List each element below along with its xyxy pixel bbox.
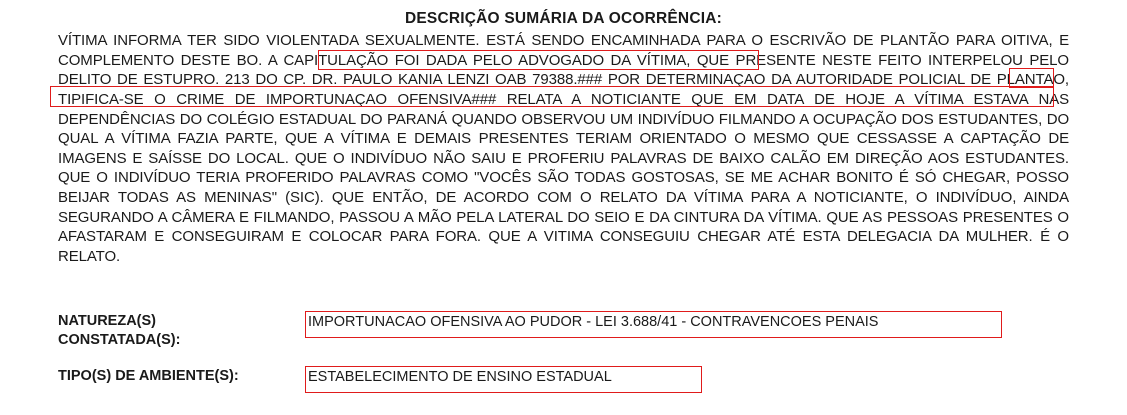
- page-title: DESCRIÇÃO SUMÁRIA DA OCORRÊNCIA:: [405, 10, 722, 27]
- description-line: RELATA A NOTICIANTE QUE EM DATA DE HOJE A VÍTIMA ESTAVA NAS DEPENDÊNCIAS DO COLÉGIO ESTADUAL DO: [58, 90, 1070, 128]
- description-line: IMAGENS E SAÍSSE DO LOCAL. QUE O INDIVÍDUO NÃO SAIU E PROFERIU PALAVRAS DE BAIXO CALÃO EM DIREÇÃO: [58, 149, 928, 167]
- description-line: AOS ESTUDANTES. QUE O INDIVÍDUO TERIA PROFERIDO PALAVRAS COMO "VOCÊS SÃO TODAS GOSTOSAS, SE ME: [58, 149, 1069, 187]
- field-tipo-ambiente: [58, 367, 1068, 387]
- description-line: PARANÁ QUANDO OBSERVOU UM INDIVÍDUO FILMANDO A OCUPAÇÃO DOS ESTUDANTES, DO QUAL A VÍTIMA FAZIA: [58, 110, 1070, 148]
- description-line: PARTE, QUE A VÍTIMA E DEMAIS PRESENTES TERIAM ORIENTADO O MESMO QUE CESSASSE A CAPTAÇÃO DE: [225, 130, 1069, 148]
- field-natureza-constatada: [58, 312, 1068, 349]
- field-value-tipo-ambiente: ESTABELECIMENTO DE ENSINO ESTADUAL: [308, 369, 612, 386]
- description-line: NESTE FEITO INTERPELOU PELO DELITO DE ESTUPRO. 213 DO CP. DR. PAULO KANIA LENZI OAB 79388.### POR: [58, 51, 1069, 89]
- description-line: VÍTIMA INFORMA TER SIDO VIOLENTADA SEXUALMENTE. ESTÁ SENDO ENCAMINHADA PARA O ESCRIVÃO DE PLANTÃO: [58, 32, 956, 49]
- description-line: ACHAR BONITO É SÓ CHEGAR, POSSO BEIJAR TODAS AS MENINAS" (SIC). QUE ENTÃO, DE ACORDO COM O RELATO DA: [58, 169, 1069, 207]
- field-value-natureza: IMPORTUNACAO OFENSIVA AO PUDOR - LEI 3.688/41 - CONTRAVENCOES PENAIS: [308, 314, 879, 330]
- field-label: [58, 312, 308, 349]
- fields-section: [58, 312, 1068, 405]
- field-label-line2: CONSTATADA(S):: [58, 331, 181, 348]
- field-label: [58, 367, 308, 386]
- field-label-line1: NATUREZA(S): [58, 313, 156, 329]
- description-line: DO SEIO E DA CINTURA DA VÍTIMA. QUE AS PESSOAS PRESENTES O AFASTARAM E CONSEGUIRAM E COLOCAR PARA: [58, 208, 1069, 246]
- description-line: VÍTIMA PARA A NOTICIANTE, O INDIVÍDUO, AINDA SEGURANDO A CÂMERA E FILMANDO, PASSOU A MÃO PELA LATERAL: [58, 189, 1069, 226]
- description-line: PARA OITIVA, E COMPLEMENTO DESTE BO. A CAPITULAÇÃO FOI DADA PELO ADVOGADO DA VÍTIMA, QUE PRESENTE: [58, 32, 1070, 69]
- description-line: DETERMINAÇAO DA AUTORIDADE POLICIAL DE PLANTAO, TIPIFICA-SE O CRIME DE IMPORTUNAÇAO OFENSIVA###: [58, 71, 1069, 108]
- field-label-line1: TIPO(S) DE AMBIENTE(S):: [58, 368, 239, 385]
- occurrence-description-text: [58, 31, 1069, 267]
- description-line: FORA. QUE A VITIMA CONSEGUIU CHEGAR ATÉ ESTA DELEGACIA DA MULHER. É O RELATO.: [58, 228, 1069, 266]
